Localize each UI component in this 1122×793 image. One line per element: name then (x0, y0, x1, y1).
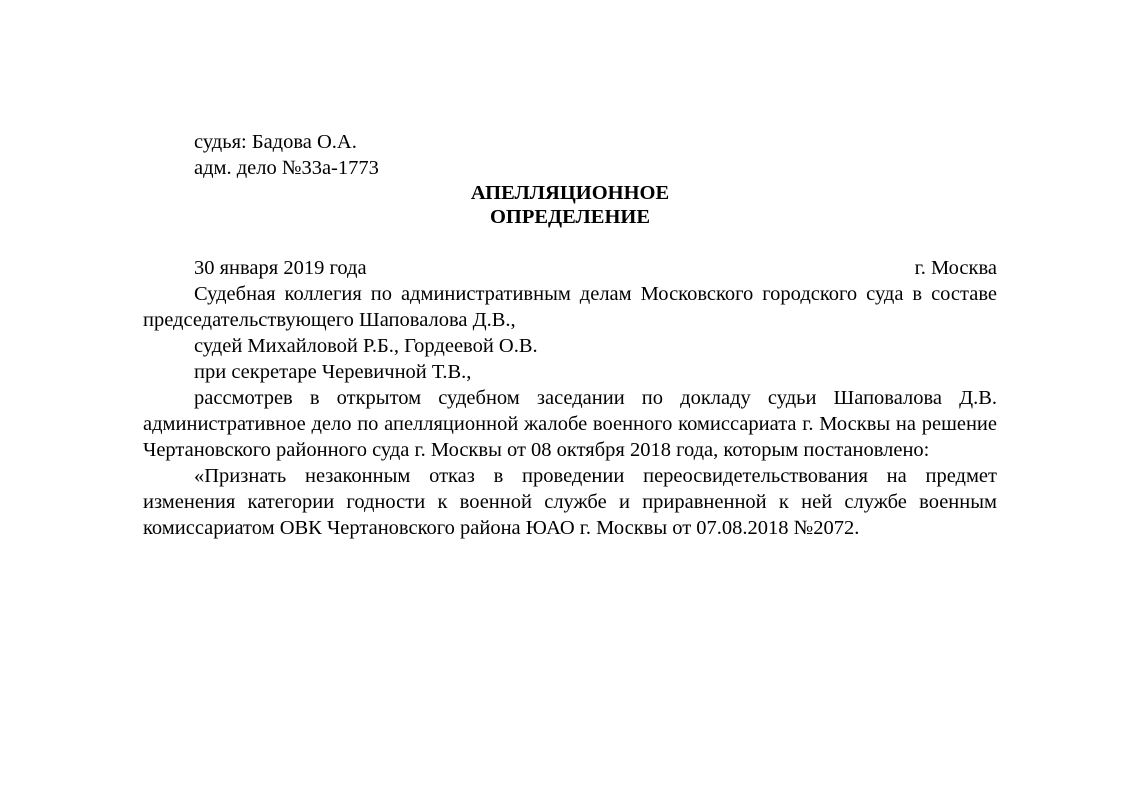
title-line-1: АПЕЛЛЯЦИОННОЕ (470, 182, 670, 204)
document-title (143, 181, 997, 229)
paragraph-court-composition: Судебная коллегия по административным делам Московского городского суда в составе председательствующего Шаповалова Д.В., (143, 283, 997, 331)
paragraph-secretary: при секретаре Черевичной Т.В., (194, 361, 472, 383)
document-body (143, 129, 997, 541)
document-date: 30 января 2019 года (194, 257, 367, 279)
paragraph-considered: рассмотрев в открытом судебном заседании по докладу судьи Шаповалова Д.В. административное дело по апелляционной жалобе военного комиссариата г. Москвы на решение Чертановского районного суда г. Москвы от 08 октября 2018 года, которым постановлено: (143, 387, 997, 461)
paragraph-ruling-quote: «Признать незаконным отказ в проведении переосвидетельствования на предмет изменения категории годности к военной службе и приравненной к ней службе военным комиссариатом ОВК Чертановского района ЮАО г. Москвы от 07.08.2018 №2072. (143, 465, 997, 539)
spacer (143, 229, 997, 255)
document-city: г. Москва (914, 257, 997, 279)
case-number-line: адм. дело №33а-1773 (194, 157, 379, 179)
judge-line: судья: Бадова О.А. (194, 131, 357, 153)
title-line-2: ОПРЕДЕЛЕНИЕ (489, 206, 651, 228)
date-city-row (143, 255, 997, 281)
paragraph-judges: судей Михайловой Р.Б., Гордеевой О.В. (194, 335, 538, 357)
